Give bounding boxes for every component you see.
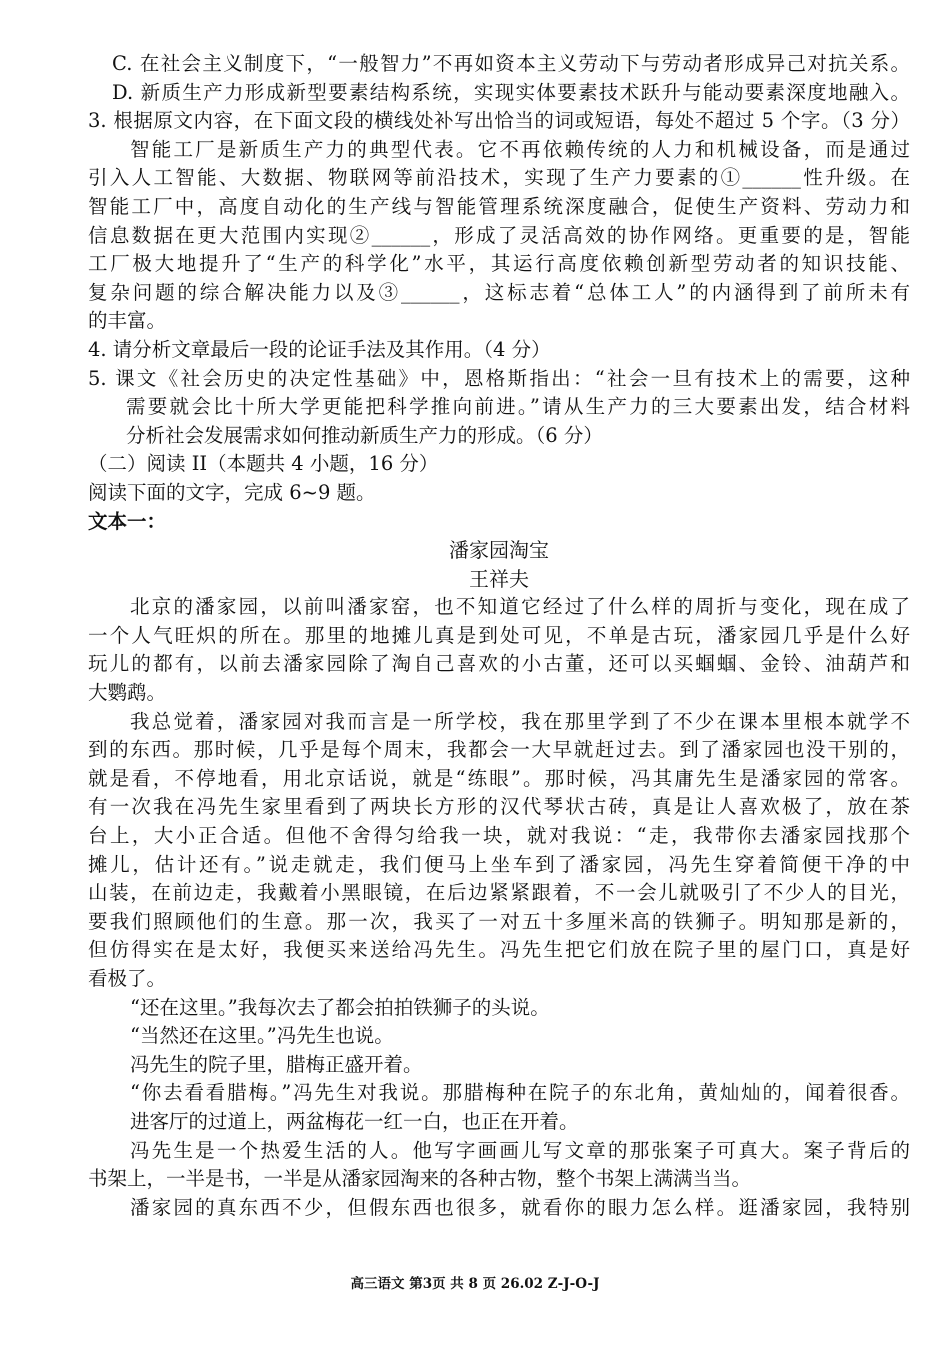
article-line: 冯先生是一个热爱生活的人。他写字画画儿写文章的那张案子可真大。案子背后的	[130, 1138, 910, 1162]
question-4: 4. 请分析文章最后一段的论证手法及其作用。（4 分）	[88, 337, 551, 361]
text-label: 文本一：	[88, 509, 167, 533]
article-line: 要我们照顾他们的生意。那一次，我买了一对五十多厘米高的铁狮子。明知那是新的，	[88, 909, 910, 933]
option-d: D. 新质生产力形成新型要素结构系统，实现实体要素技术跃升与能动要素深度地融入。	[112, 80, 910, 104]
q3-passage-line: 智能工厂是新质生产力的典型代表。它不再依赖传统的人力和机械设备，而是通过	[130, 137, 910, 161]
article-title: 潘家园淘宝	[449, 538, 549, 563]
article-line: 有一次我在冯先生家里看到了两块长方形的汉代琴状古砖，真是让人喜欢极了，放在茶	[88, 795, 910, 819]
article-line: 就是看，不停地看，用北京话说，就是“练眼”。那时候，冯其庸先生是潘家园的常客。	[88, 766, 910, 790]
q3-passage-line: 智能工厂中，高度自动化的生产线与智能管理系统深度融合，促使生产资料、劳动力和	[88, 194, 910, 218]
article-line: 大鹦鹉。	[88, 681, 167, 705]
article-line: “你去看看腊梅。”冯先生对我说。那腊梅种在院子的东北角，黄灿灿的，闻着很香。	[130, 1081, 910, 1105]
article-line: 书架上，一半是书，一半是从潘家园淘来的各种古物，整个书架上满满当当。	[88, 1167, 752, 1191]
article-line: 摊儿，估计还有。”说走就走，我们便马上坐车到了潘家园，冯先生穿着简便干净的中	[88, 852, 910, 876]
article-line: 到的东西。那时候，几乎是每个周末，我都会一大早就赶过去。到了潘家园也没干别的，	[88, 738, 910, 762]
article-line: 玩儿的都有，以前去潘家园除了淘自己喜欢的小古董，还可以买蝈蝈、金铃、油葫芦和	[88, 652, 910, 676]
q3-passage-line: 工厂极大地提升了“生产的科学化”水平，其运行高度依赖创新型劳动者的知识技能、	[88, 252, 910, 276]
article-line: “还在这里。”我每次去了都会拍拍铁狮子的头说。	[130, 995, 550, 1019]
article-line: 台上，大小正合适。但他不舍得匀给我一块，就对我说：“走，我带你去潘家园找那个	[88, 824, 910, 848]
page-footer: 高三语文 第3页 共 8 页 26.02 Z-J-O-J	[350, 1276, 600, 1292]
section-heading: （二）阅读 II（本题共 4 小题，16 分）	[88, 452, 439, 476]
article-line: 我总觉着，潘家园对我而言是一所学校，我在那里学到了不少在课本里根本就学不	[130, 709, 910, 733]
question-5-line: 需要就会比十所大学更能把科学推向前进。”请从生产力的三大要素出发，结合材料	[126, 395, 910, 419]
article-line: 山装，在前边走，我戴着小黑眼镜，在后边紧紧跟着，不一会儿就吸引了不少人的目光，	[88, 881, 910, 905]
question-3-prompt: 3. 根据原文内容，在下面文段的横线处补写出恰当的词或短语，每处不超过 5 个字。（3 分）	[88, 109, 910, 133]
q3-passage-line: 复杂问题的综合解决能力以及③______，这标志着“总体工人”的内涵得到了前所未有	[88, 280, 910, 304]
article-line: 一个人气旺炽的所在。那里的地摊儿真是到处可见，不单是古玩，潘家园几乎是什么好	[88, 623, 910, 647]
question-5-line: 分析社会发展需求如何推动新质生产力的形成。（6 分）	[126, 423, 603, 447]
article-author: 王祥夫	[469, 566, 529, 591]
article-line: “当然还在这里。”冯先生也说。	[130, 1024, 394, 1048]
question-5-line: 5. 课文《社会历史的决定性基础》中，恩格斯指出：“社会一旦有技术上的需要，这种	[88, 366, 910, 390]
q3-passage-line: 信息数据在更大范围内实现②______，形成了灵活高效的协作网络。更重要的是，智能	[88, 223, 910, 247]
article-line: 潘家园的真东西不少，但假东西也很多，就看你的眼力怎么样。逛潘家园，我特别	[130, 1195, 910, 1219]
section-instruction: 阅读下面的文字，完成 6~9 题。	[88, 480, 376, 504]
article-line: 但仿得实在是太好，我便买来送给冯先生。冯先生把它们放在院子里的屋门口，真是好	[88, 938, 910, 962]
option-c: C. 在社会主义制度下，“一般智力”不再如资本主义劳动下与劳动者形成异己对抗关系。	[112, 52, 910, 75]
q3-passage-line: 的丰富。	[88, 309, 167, 333]
document-page	[88, 50, 910, 1222]
article-line: 冯先生的院子里，腊梅正盛开着。	[130, 1052, 423, 1076]
article-line: 看极了。	[88, 967, 167, 990]
article-line: 进客厅的过道上，两盆梅花一红一白，也正在开着。	[130, 1109, 579, 1133]
q3-passage-line: 引入人工智能、大数据、物联网等前沿技术，实现了生产力要素的①______性升级。在	[88, 166, 910, 190]
article-line: 北京的潘家园，以前叫潘家窑，也不知道它经过了什么样的周折与变化，现在成了	[130, 595, 910, 619]
